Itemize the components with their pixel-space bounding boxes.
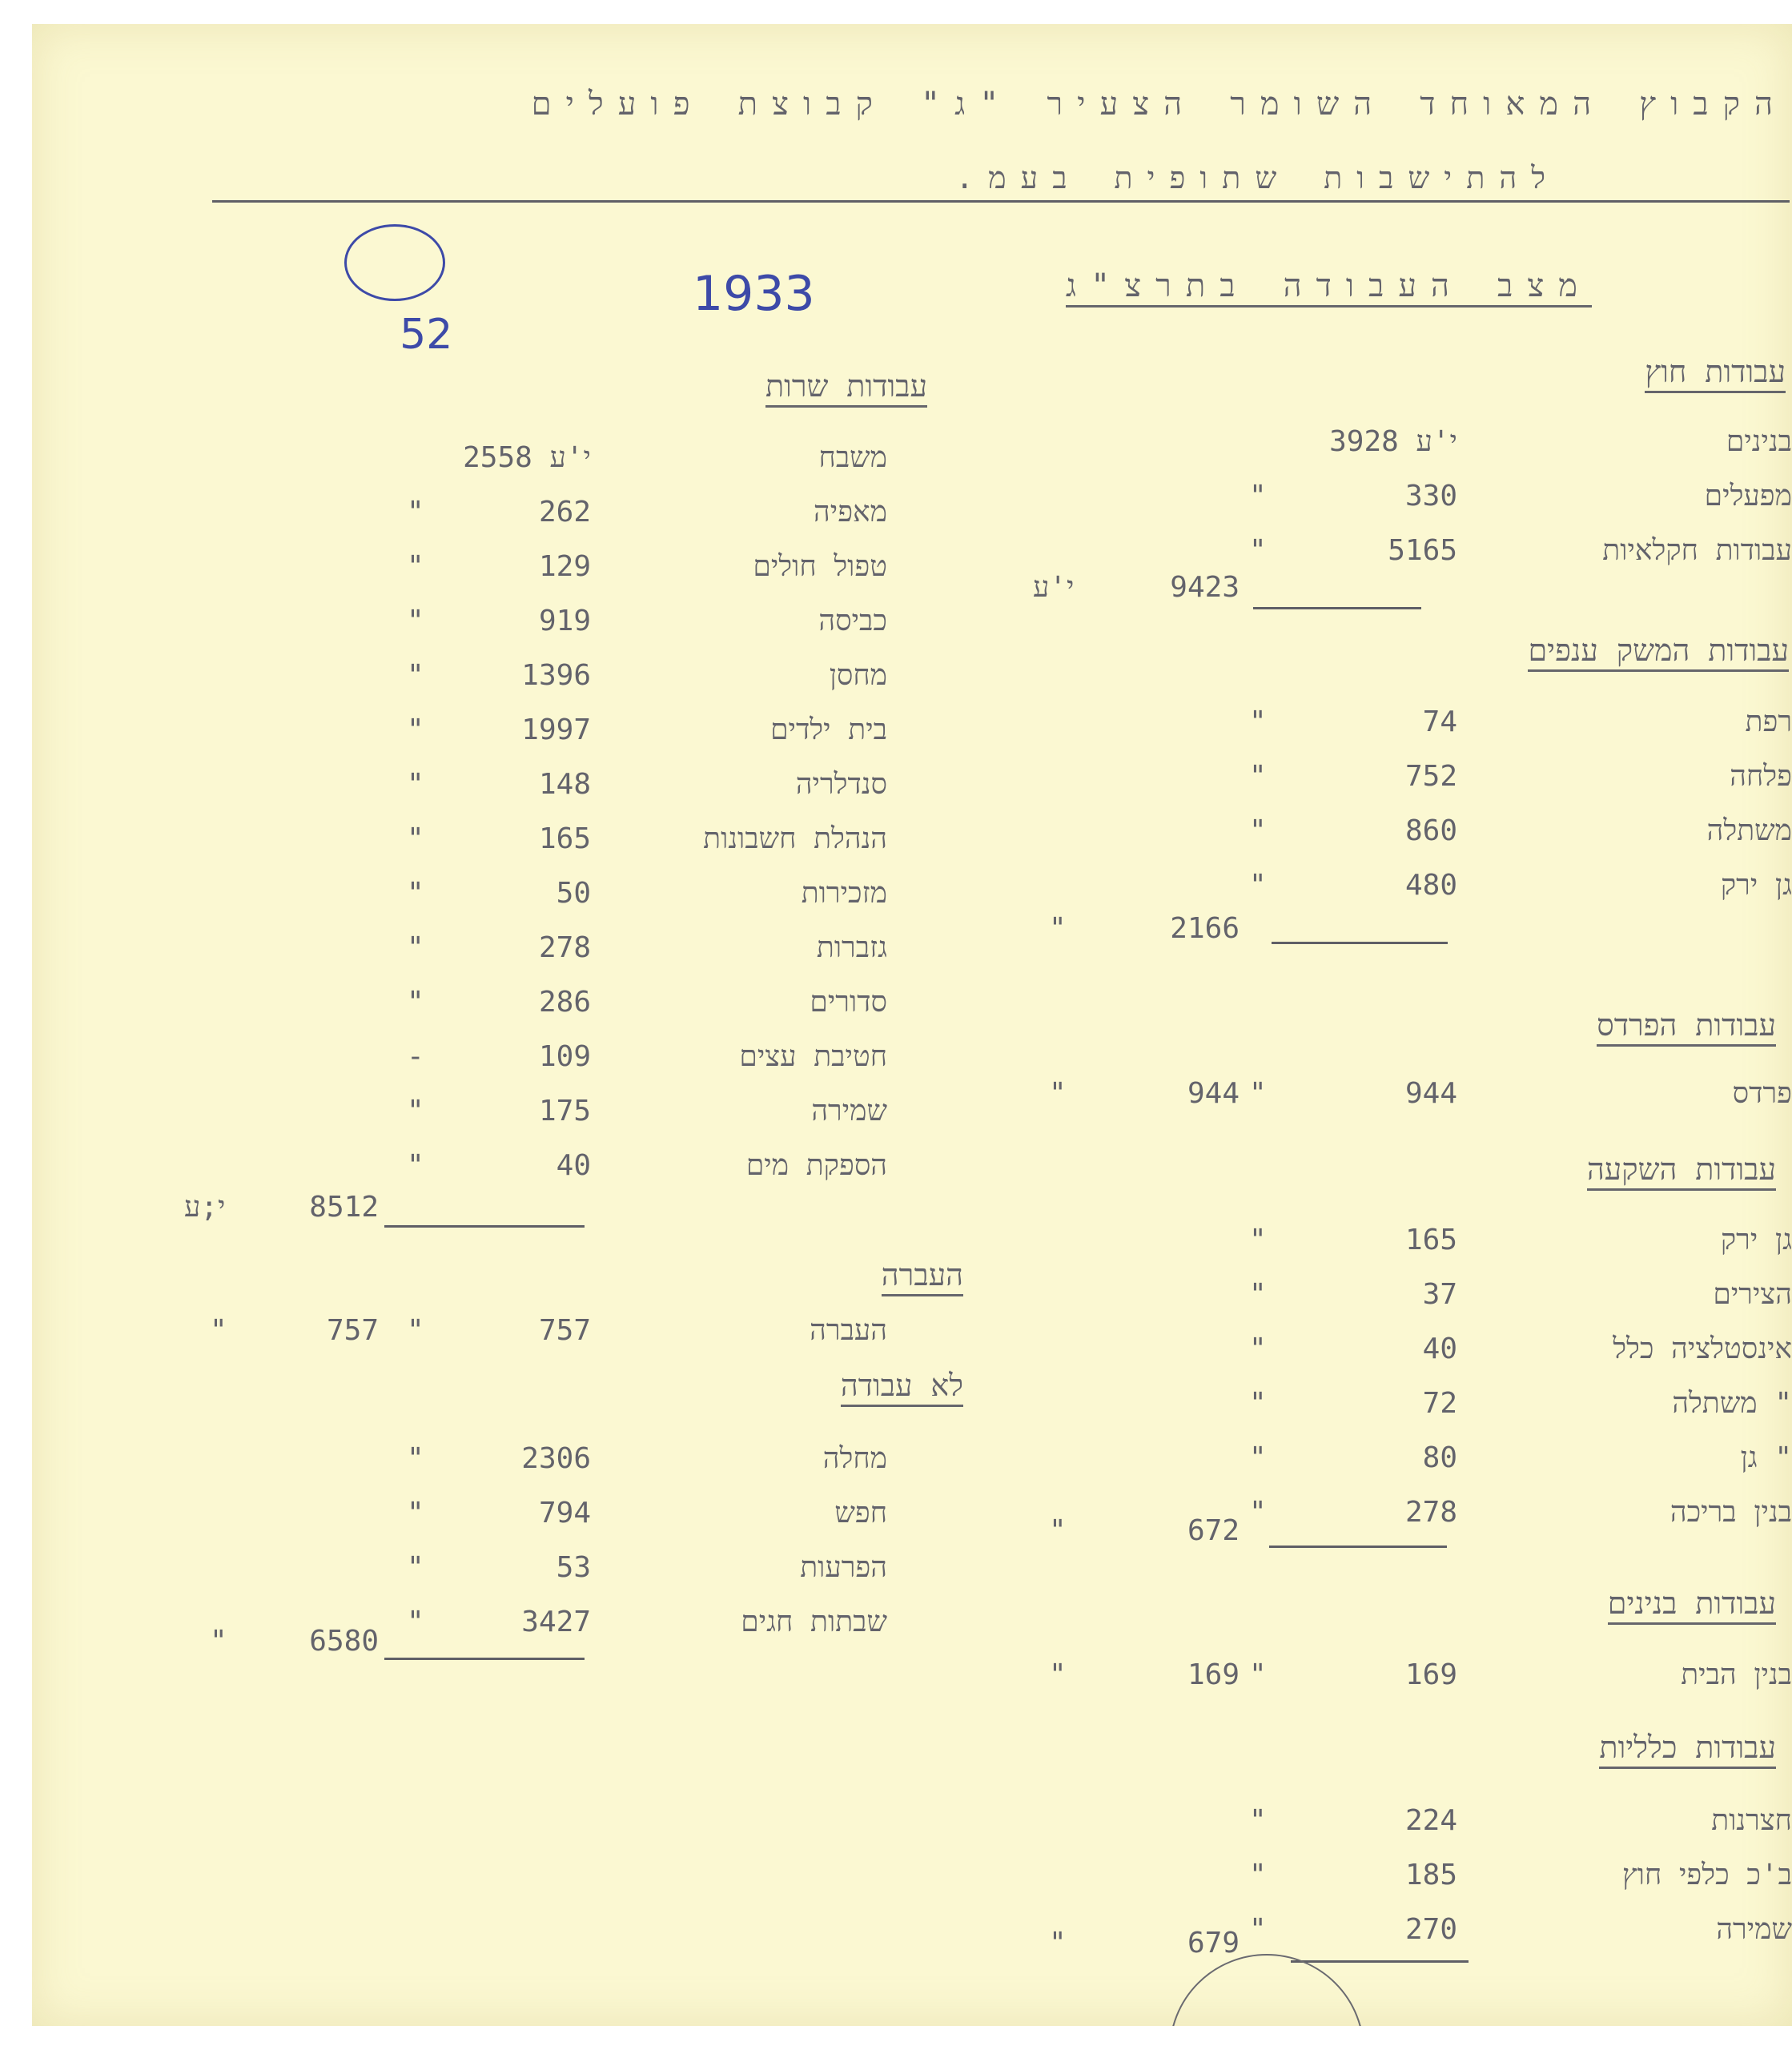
section-heading: עבודות המשק ענפים: [1528, 633, 1789, 672]
ditto-mark: ": [1249, 1804, 1267, 1837]
item-value: 165: [538, 822, 591, 855]
item-value: 286: [538, 986, 591, 1019]
item-value: 278: [1404, 1496, 1457, 1529]
item-value: 37: [1422, 1278, 1457, 1311]
ditto-mark: ": [407, 1314, 424, 1347]
ditto-mark: ": [1249, 705, 1267, 738]
total-unit: י;ע: [184, 1191, 226, 1224]
ditto-mark: ": [407, 713, 424, 746]
ditto-mark: ": [407, 877, 424, 910]
item-value: 224: [1404, 1804, 1457, 1837]
item-value: 919: [538, 605, 591, 637]
subtotal-rule: [1253, 607, 1421, 609]
ditto-mark: ": [407, 1606, 424, 1638]
item-label: ב'כ כלפי חוץ: [1622, 1859, 1792, 1891]
subtotal-rule: [1269, 1546, 1447, 1548]
ditto-mark: ": [407, 605, 424, 637]
subtotal-rule: [1291, 1960, 1469, 1963]
item-value: 2306: [521, 1442, 591, 1475]
ditto-mark: ": [407, 550, 424, 583]
ditto-mark: ": [1049, 1658, 1067, 1691]
ditto-mark: ": [1249, 760, 1267, 793]
item-value: 2558 י'ע: [463, 441, 591, 474]
ditto-mark: ": [407, 496, 424, 529]
ditto-mark: ": [1249, 1441, 1267, 1474]
item-label: רפת: [1745, 705, 1792, 738]
item-value: 860: [1404, 814, 1457, 847]
item-label: הנהלת חשבונות: [703, 822, 887, 855]
item-label: משבח: [818, 441, 887, 474]
ditto-mark: ": [1049, 1514, 1067, 1547]
subtotal-rule: [1272, 942, 1448, 944]
ditto-mark: ": [407, 1497, 424, 1529]
item-label: חפש: [834, 1497, 887, 1529]
ditto-mark: ": [1249, 1278, 1267, 1311]
ditto-mark: ": [407, 659, 424, 692]
item-label: טפול חולים: [753, 550, 887, 583]
ditto-mark: ": [1249, 1658, 1267, 1691]
item-label: בית ילדים: [770, 713, 887, 746]
item-label: מזכירות: [801, 877, 887, 910]
title-year: 1933: [693, 266, 815, 322]
ditto-mark: ": [407, 1095, 424, 1128]
item-label: מחסן: [829, 659, 887, 692]
ditto-mark: ": [1249, 814, 1267, 847]
ditto-mark: -: [407, 1040, 424, 1073]
item-value: 330: [1404, 480, 1457, 512]
header-rule: [212, 200, 1790, 203]
subtotal-rule: [384, 1658, 585, 1660]
item-label: " משתלה: [1672, 1387, 1792, 1420]
item-label: משתלה: [1706, 814, 1792, 847]
item-value: 74: [1422, 705, 1457, 738]
org-header: הקבוץ המאוחד השומר הצעיר "ג" קבוצת פועלים: [531, 86, 1787, 123]
item-value: 80: [1422, 1441, 1457, 1474]
item-value: 794: [538, 1497, 591, 1529]
section-total: 8512: [309, 1191, 379, 1224]
item-value: 72: [1422, 1387, 1457, 1420]
ditto-mark: ": [407, 1442, 424, 1475]
section-total: 9423: [1170, 571, 1240, 604]
ditto-mark: ": [1249, 1387, 1267, 1420]
ditto-mark: ": [407, 1149, 424, 1182]
ditto-mark: ": [1249, 1859, 1267, 1891]
ditto-mark: ": [407, 931, 424, 964]
ditto-mark: ": [1249, 1332, 1267, 1365]
section-heading: עבודות השקעה: [1587, 1152, 1776, 1191]
item-label: סנדלריה: [795, 768, 887, 801]
item-value: 3928 י'ע: [1329, 425, 1457, 458]
ditto-mark: ": [1249, 869, 1267, 902]
item-label: גזברות: [816, 931, 887, 964]
item-label: מחלה: [822, 1442, 887, 1475]
org-subheader: להתישבות שתופית בעמ.: [955, 160, 1560, 195]
section-total: 944: [1187, 1077, 1240, 1110]
ditto-mark: ": [1049, 1077, 1067, 1110]
item-value: 270: [1404, 1913, 1457, 1946]
item-label: כביסה: [818, 605, 887, 637]
section-heading: עבודות הפרדס: [1597, 1007, 1776, 1047]
item-value: 1997: [521, 713, 591, 746]
item-label: סדורים: [810, 986, 887, 1019]
item-value: 757: [538, 1314, 591, 1347]
subtotal-rule: [384, 1225, 585, 1228]
ditto-mark: ": [210, 1625, 227, 1658]
item-value: 50: [556, 877, 591, 910]
ditto-mark: ": [1249, 1913, 1267, 1946]
item-label: הספקת מים: [745, 1149, 887, 1182]
item-value: 480: [1404, 869, 1457, 902]
item-value: 40: [1422, 1332, 1457, 1365]
archive-number: [344, 224, 453, 359]
item-label: גן ירק: [1720, 1224, 1792, 1256]
ditto-mark: ": [1249, 1077, 1267, 1110]
item-value: 3427: [521, 1606, 591, 1638]
ditto-mark: ": [407, 986, 424, 1019]
item-label: שבתות חגים: [741, 1606, 887, 1638]
item-label: מפעלים: [1704, 480, 1792, 512]
item-value: 278: [538, 931, 591, 964]
item-value: 165: [1404, 1224, 1457, 1256]
item-label: בנין בריכה: [1669, 1496, 1792, 1529]
item-label: חצרנות: [1711, 1804, 1792, 1837]
item-label: שמירה: [811, 1095, 887, 1128]
section-heading: לא עבודה: [841, 1368, 963, 1407]
ditto-mark: ": [1249, 534, 1267, 567]
item-value: 109: [538, 1040, 591, 1073]
section-total: 757: [326, 1314, 379, 1347]
ditto-mark: ": [407, 768, 424, 801]
ditto-mark: ": [1249, 1496, 1267, 1529]
item-label: מאפיה: [814, 496, 887, 529]
item-label: חטיבת עצים: [739, 1040, 887, 1073]
item-value: 169: [1404, 1658, 1457, 1691]
ditto-mark: ": [210, 1314, 227, 1347]
section-total: 6580: [309, 1625, 379, 1658]
item-label: שמירה: [1716, 1913, 1792, 1946]
ditto-mark: ": [1249, 1224, 1267, 1256]
section-total: 2166: [1170, 912, 1240, 945]
section-total: 672: [1187, 1514, 1240, 1547]
item-label: בנינים: [1726, 425, 1792, 458]
stamp-arc: [1169, 1954, 1364, 2026]
section-total: 169: [1187, 1658, 1240, 1691]
item-label: העברה: [810, 1314, 887, 1347]
page-title: מצב העבודה בתרצ"ג: [1066, 268, 1592, 308]
item-value: 5165: [1388, 534, 1457, 567]
item-label: הצירים: [1713, 1278, 1792, 1311]
item-value: 148: [538, 768, 591, 801]
item-value: 944: [1404, 1077, 1457, 1110]
item-label: " גן: [1740, 1441, 1792, 1474]
item-value: 53: [556, 1551, 591, 1584]
document-sheet: [32, 24, 1792, 2026]
ditto-mark: ": [1249, 480, 1267, 512]
ditto-mark: ": [407, 1551, 424, 1584]
ditto-mark: ": [1049, 912, 1067, 945]
item-value: 175: [538, 1095, 591, 1128]
section-heading: עבודות שרות: [765, 368, 927, 408]
item-label: גן ירק: [1720, 869, 1792, 902]
item-value: 40: [556, 1149, 591, 1182]
ditto-mark: ": [1049, 1927, 1067, 1960]
item-label: בנין הבית: [1681, 1658, 1792, 1691]
ditto-mark: ": [407, 822, 424, 855]
total-unit: י'ע: [1033, 571, 1075, 604]
item-value: 1396: [521, 659, 591, 692]
section-heading: העברה: [882, 1257, 963, 1296]
item-label: הפרעות: [800, 1551, 887, 1584]
item-value: 129: [538, 550, 591, 583]
section-heading: עבודות כלליות: [1599, 1730, 1776, 1769]
item-label: עבודות חקלאיות: [1602, 534, 1792, 567]
section-heading: עבודות בנינים: [1608, 1586, 1776, 1625]
item-label: אינסטלציה כלל: [1613, 1332, 1792, 1365]
item-value: 752: [1404, 760, 1457, 793]
archive-number-text: 52: [400, 311, 453, 359]
item-label: פרדס: [1732, 1077, 1792, 1110]
section-heading: עבודות חוץ: [1645, 354, 1786, 393]
item-value: 262: [538, 496, 591, 529]
item-value: 185: [1404, 1859, 1457, 1891]
section-total: 679: [1187, 1927, 1240, 1960]
item-label: פלחה: [1730, 760, 1792, 793]
